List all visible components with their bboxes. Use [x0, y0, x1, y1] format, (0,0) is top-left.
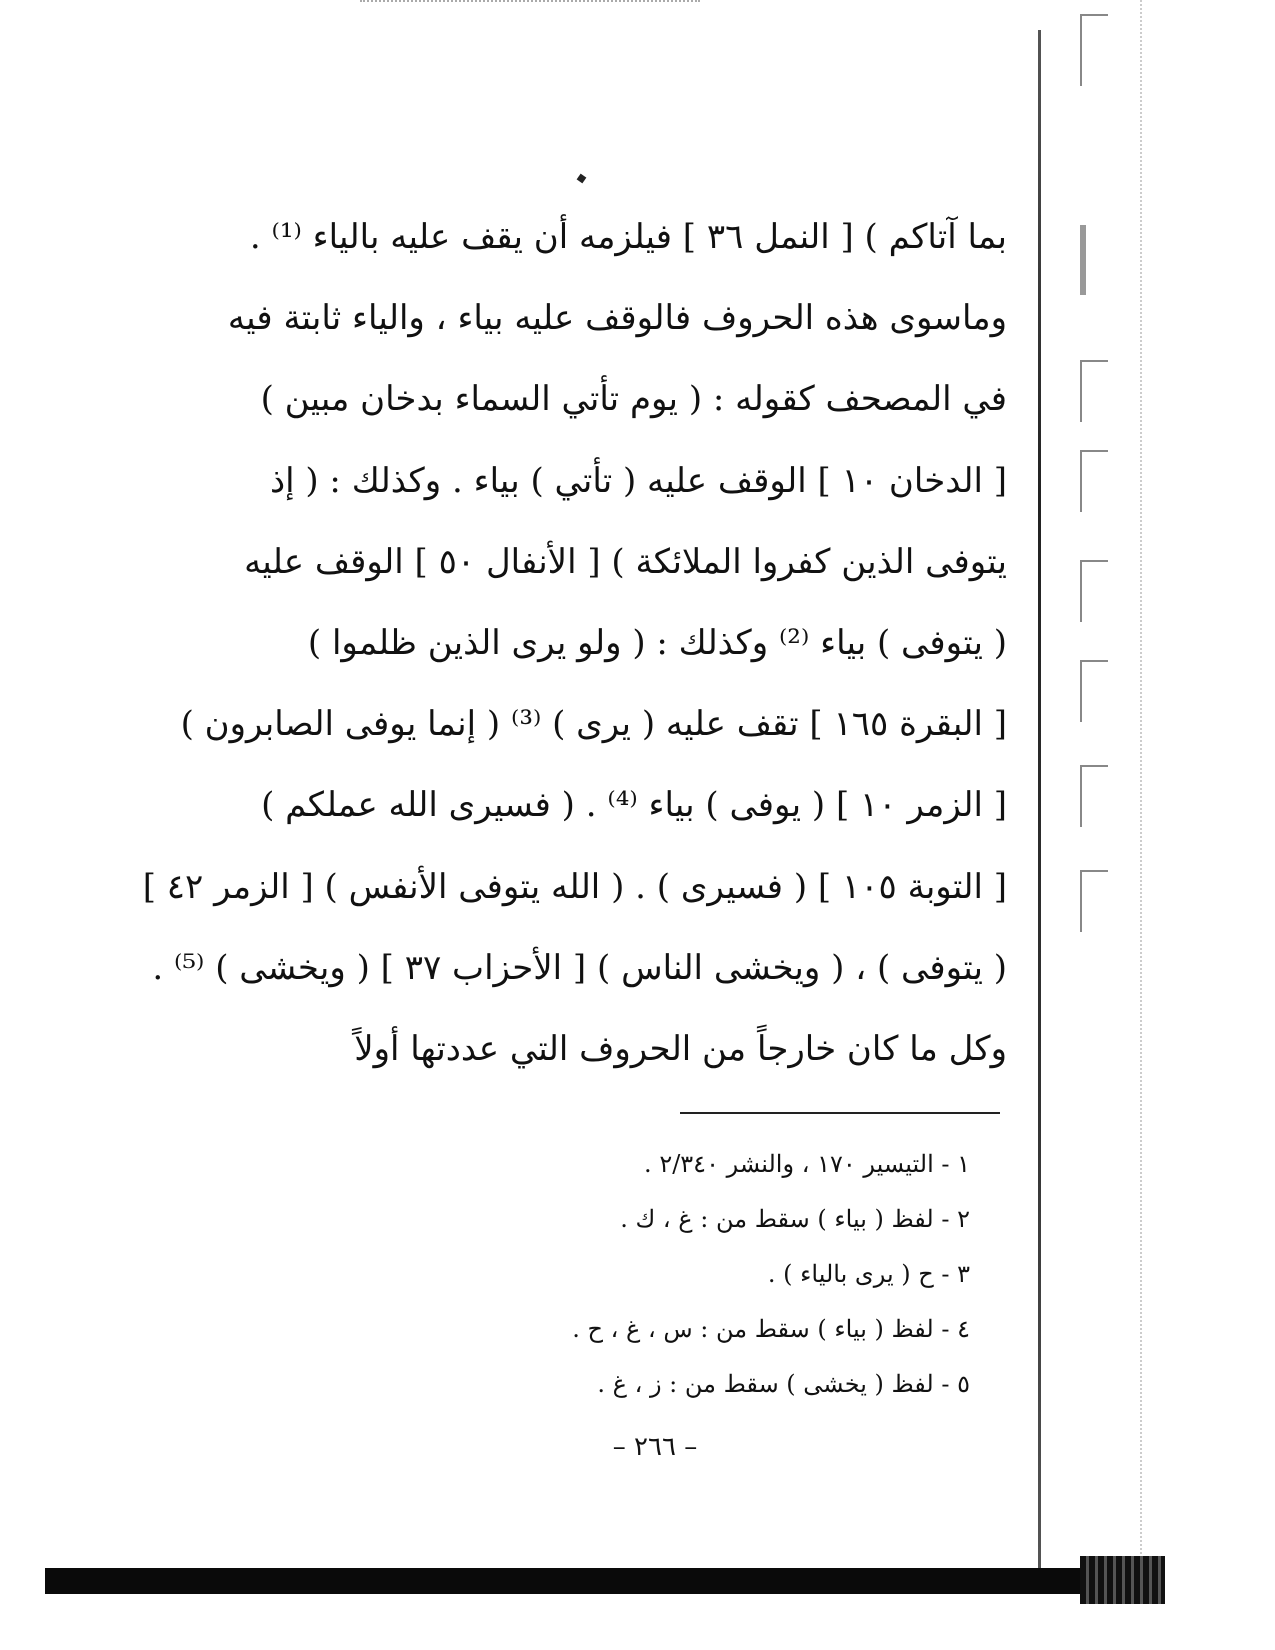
footnote: ٢ - لفظ ( بياء ) سقط من : غ ، ك .: [620, 1205, 970, 1233]
margin-mark: [1080, 450, 1108, 512]
margin-dots: [1140, 0, 1144, 1570]
scan-speck: [577, 174, 587, 184]
margin-mark: [1080, 14, 1108, 86]
footnotes: [520, 1140, 970, 1415]
text-line: وماسوى هذه الحروف فالوقف عليه بياء ، والياء ثابتة فيه: [227, 298, 1007, 339]
text-line: في المصحف كقوله : ( يوم تأتي السماء بدخان مبين ): [260, 379, 1007, 420]
text-line: [ البقرة ١٦٥ ] تقف عليه ( يرى ) ⁽³⁾ ( إنما يوفى الصابرون ): [180, 704, 1007, 745]
footnote: ٤ - لفظ ( بياء ) سقط من : س ، غ ، ح .: [572, 1315, 970, 1343]
margin-mark: [1080, 660, 1108, 722]
margin-mark: [1080, 560, 1108, 622]
scan-bottom-corner: [1080, 1556, 1165, 1604]
margin-mark: [1080, 225, 1094, 295]
text-line: [ التوبة ١٠٥ ] ( فسيرى ) . ( الله يتوفى الأنفس ) [ الزمر ٤٢ ]: [142, 866, 1007, 907]
footnote: ٣ - ح ( يرى بالياء ) .: [767, 1260, 970, 1288]
text-line: بما آتاكم ) [ النمل ٣٦ ] فيلزمه أن يقف عليه بالياء ⁽¹⁾ .: [249, 217, 1007, 257]
margin-mark: [1080, 360, 1108, 422]
footnote: ١ - التيسير ١٧٠ ، والنشر ٢/٣٤٠ .: [644, 1150, 970, 1178]
main-text: [142, 205, 1007, 1098]
margin-mark: [1080, 765, 1108, 827]
page-number: – ٢٦٦ –: [612, 1432, 698, 1462]
scan-bottom-edge: [45, 1568, 1165, 1594]
text-line: يتوفى الذين كفروا الملائكة ) [ الأنفال ٥٠ ] الوقف عليه: [244, 541, 1007, 582]
binding-shadow: [1038, 30, 1041, 1570]
text-line: ( يتوفى ) بياء ⁽²⁾ وكذلك : ( ولو يرى الذين ظلموا ): [307, 622, 1007, 663]
footnote: ٥ - لفظ ( يخشى ) سقط من : ز ، غ .: [597, 1370, 970, 1398]
text-line: [ الدخان ١٠ ] الوقف عليه ( تأتي ) بياء . وكذلك : ( إذ: [269, 460, 1007, 501]
margin-mark: [1080, 870, 1108, 932]
scan-top-edge: [360, 0, 700, 8]
text-line: وكل ما كان خارجاً من الحروف التي عددتها أولاً: [354, 1028, 1007, 1069]
text-line: ( يتوفى ) ، ( ويخشى الناس ) [ الأحزاب ٣٧ ] ( ويخشى ) ⁽⁵⁾ .: [152, 947, 1007, 988]
footnote-divider: [680, 1112, 1000, 1114]
scan-margin: [1080, 0, 1160, 1570]
text-line: [ الزمر ١٠ ] ( يوفى ) بياء ⁽⁴⁾ . ( فسيرى الله عملكم ): [261, 785, 1007, 826]
